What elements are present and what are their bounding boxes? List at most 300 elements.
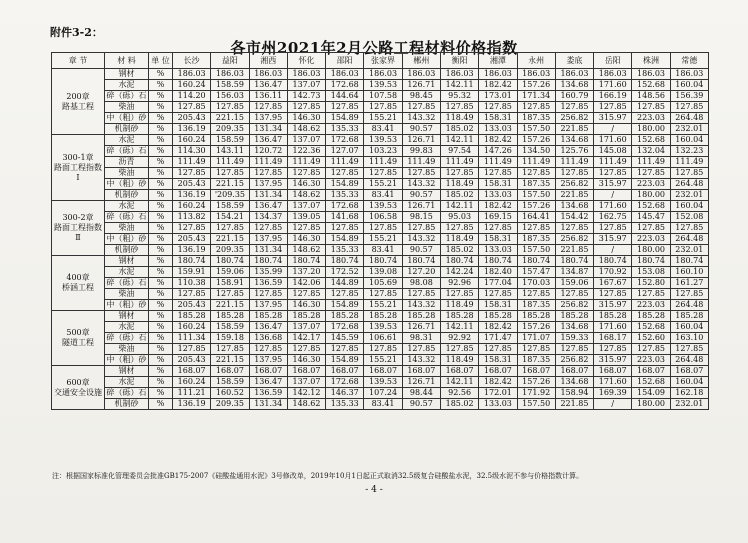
value-cell: 127.85 (211, 344, 249, 355)
table-row (52, 190, 709, 201)
value-cell: 187.35 (517, 179, 555, 190)
value-cell: 186.03 (670, 69, 708, 80)
value-cell: 160.24 (173, 377, 211, 388)
table-row (52, 278, 709, 289)
table-row (52, 344, 709, 355)
value-cell: 186.03 (440, 69, 478, 80)
table-row (52, 135, 709, 146)
value-cell: 171.34 (517, 91, 555, 102)
table-row (52, 91, 709, 102)
value-cell: 127.07 (326, 146, 364, 157)
value-cell: 83.41 (364, 190, 402, 201)
material-cell: 水泥 (105, 267, 149, 278)
value-cell: 148.62 (287, 399, 325, 410)
value-cell: 172.68 (326, 377, 364, 388)
value-cell: 98.15 (402, 212, 440, 223)
value-cell: 182.42 (479, 201, 517, 212)
value-cell: 154.89 (326, 355, 364, 366)
value-cell: 146.30 (287, 234, 325, 245)
value-cell: 182.40 (479, 267, 517, 278)
value-cell: 127.85 (555, 289, 593, 300)
attachment-label: 附件3-2： (50, 26, 103, 39)
material-cell: 柴油 (105, 168, 149, 179)
value-cell: 139.53 (364, 135, 402, 146)
value-cell: 139.05 (287, 212, 325, 223)
table-row (52, 322, 709, 333)
value-cell: 186.03 (517, 69, 555, 80)
value-cell: 166.19 (594, 91, 632, 102)
column-header: 长沙 (173, 53, 211, 69)
value-cell: 185.02 (440, 399, 478, 410)
value-cell: 158.31 (479, 355, 517, 366)
material-cell: 机制砂 (105, 399, 149, 410)
value-cell: 185.02 (440, 190, 478, 201)
value-cell: 180.00 (632, 245, 670, 256)
material-cell: 中（粗）砂 (106, 179, 147, 188)
value-cell: 168.07 (479, 366, 517, 377)
value-cell: 186.03 (287, 69, 325, 80)
value-cell: 99.83 (402, 146, 440, 157)
value-cell: 90.57 (402, 245, 440, 256)
value-cell: 170.92 (594, 267, 632, 278)
value-cell: 205.43 (173, 234, 211, 245)
value-cell: 221.15 (211, 113, 249, 124)
value-cell: 126.71 (402, 80, 440, 91)
unit-cell: % (149, 399, 173, 410)
unit-cell: % (149, 190, 173, 201)
value-cell: 256.82 (555, 113, 593, 124)
value-cell: 127.85 (211, 168, 249, 179)
unit-cell: % (149, 388, 173, 399)
value-cell: 114.20 (173, 91, 211, 102)
value-cell: 168.07 (364, 366, 402, 377)
value-cell: 134.68 (555, 322, 593, 333)
value-cell: 157.26 (517, 322, 555, 333)
value-cell: 139.08 (364, 267, 402, 278)
value-cell: 205.43 (173, 179, 211, 190)
unit-cell: % (149, 256, 173, 267)
value-cell: 180.74 (249, 256, 287, 267)
material-cell: 中（粗）砂 (106, 234, 147, 243)
table-row (52, 388, 709, 399)
value-cell: 127.85 (364, 289, 402, 300)
value-cell: 127.85 (402, 289, 440, 300)
table-row (52, 300, 709, 311)
value-cell: 172.52 (326, 267, 364, 278)
value-cell: 111.49 (632, 157, 670, 168)
material-cell: 柴油 (105, 344, 149, 355)
value-cell: 142.12 (287, 388, 325, 399)
value-cell: 111.49 (326, 157, 364, 168)
value-cell: 111.34 (173, 333, 211, 344)
value-cell: 182.42 (479, 377, 517, 388)
value-cell: 264.48 (670, 300, 708, 311)
value-cell: 159.91 (173, 267, 211, 278)
value-cell: 127.85 (594, 102, 632, 113)
value-cell: 98.08 (402, 278, 440, 289)
value-cell: 134.68 (555, 80, 593, 91)
value-cell: 185.28 (402, 311, 440, 322)
value-cell: 172.68 (326, 80, 364, 91)
value-cell: 132.04 (632, 146, 670, 157)
value-cell: 168.07 (211, 366, 249, 377)
value-cell: 155.21 (364, 113, 402, 124)
column-header: 益阳 (211, 53, 249, 69)
value-cell: 168.07 (249, 366, 287, 377)
value-cell: 92.92 (440, 333, 478, 344)
value-cell: 127.85 (287, 223, 325, 234)
value-cell: 127.85 (211, 289, 249, 300)
value-cell: 127.85 (555, 344, 593, 355)
value-cell: 127.85 (555, 168, 593, 179)
value-cell: 127.85 (287, 289, 325, 300)
value-cell: 170.03 (517, 278, 555, 289)
value-cell: 168.07 (173, 366, 211, 377)
value-cell: 137.20 (287, 267, 325, 278)
value-cell: 180.74 (211, 256, 249, 267)
column-header: 单 位 (149, 53, 173, 69)
column-header: 衡阳 (440, 53, 478, 69)
value-cell: 156.39 (670, 91, 708, 102)
value-cell: 256.82 (555, 355, 593, 366)
value-cell: 185.28 (594, 311, 632, 322)
value-cell: 98.44 (402, 388, 440, 399)
value-cell: 127.85 (326, 223, 364, 234)
value-cell: 159.18 (211, 333, 249, 344)
unit-cell: % (149, 355, 173, 366)
value-cell: 180.74 (326, 256, 364, 267)
value-cell: 148.62 (287, 245, 325, 256)
value-cell: 154.21 (211, 212, 249, 223)
value-cell: 127.85 (517, 168, 555, 179)
value-cell: 118.49 (440, 355, 478, 366)
value-cell: 186.03 (173, 69, 211, 80)
value-cell: 185.28 (479, 311, 517, 322)
value-cell: 110.38 (173, 278, 211, 289)
value-cell: 158.59 (211, 135, 249, 146)
value-cell: 127.85 (440, 102, 478, 113)
value-cell: 221.15 (211, 179, 249, 190)
value-cell: 158.91 (211, 278, 249, 289)
unit-cell: % (149, 168, 173, 179)
value-cell: 127.85 (287, 168, 325, 179)
value-cell: 264.48 (670, 234, 708, 245)
value-cell: 127.85 (479, 223, 517, 234)
value-cell: 315.97 (594, 300, 632, 311)
value-cell: 158.59 (211, 322, 249, 333)
value-cell: 142.11 (440, 377, 478, 388)
value-cell: 134.87 (555, 267, 593, 278)
value-cell: 118.49 (440, 300, 478, 311)
value-cell: 137.07 (287, 377, 325, 388)
column-header: 张家界 (364, 53, 402, 69)
column-header: 湘潭 (479, 53, 517, 69)
value-cell: 145.47 (632, 212, 670, 223)
value-cell: 187.35 (517, 234, 555, 245)
value-cell: 158.31 (479, 113, 517, 124)
value-cell: 144.89 (326, 278, 364, 289)
value-cell: 180.74 (440, 256, 478, 267)
value-cell: 223.03 (632, 300, 670, 311)
table-row (52, 146, 709, 157)
value-cell: 141.68 (326, 212, 364, 223)
material-cell: 碎（砾）石 (106, 91, 147, 100)
unit-cell: % (149, 113, 173, 124)
value-cell: 142.11 (440, 80, 478, 91)
value-cell: 158.31 (479, 234, 517, 245)
material-cell: 碎（砾）石 (106, 212, 147, 221)
value-cell: 155.21 (364, 300, 402, 311)
value-cell: 137.95 (249, 179, 287, 190)
unit-cell: % (149, 267, 173, 278)
table-row (52, 289, 709, 300)
value-cell: 127.85 (555, 223, 593, 234)
column-header: 怀化 (287, 53, 325, 69)
value-cell: 111.49 (173, 157, 211, 168)
table-header-row (52, 53, 709, 69)
value-cell: 120.72 (249, 146, 287, 157)
value-cell: 146.30 (287, 179, 325, 190)
value-cell: 186.03 (402, 69, 440, 80)
value-cell: 157.50 (517, 190, 555, 201)
value-cell: 185.28 (326, 311, 364, 322)
value-cell: 157.47 (517, 267, 555, 278)
value-cell: 264.48 (670, 179, 708, 190)
chapter-cell: 600章 交通安全设施 (52, 366, 105, 410)
chapter-cell: 200章 路基工程 (52, 69, 105, 135)
table-row (52, 102, 709, 113)
value-cell: 142.11 (440, 135, 478, 146)
value-cell: 158.31 (479, 300, 517, 311)
value-cell: 221.85 (555, 399, 593, 410)
value-cell: 143.32 (402, 355, 440, 366)
value-cell: 127.85 (517, 289, 555, 300)
value-cell: 136.19 (173, 245, 211, 256)
value-cell: 168.07 (402, 366, 440, 377)
material-cell: 机制砂 (105, 190, 149, 201)
value-cell: 127.85 (364, 223, 402, 234)
column-header: 邵阳 (326, 53, 364, 69)
page-number: - 4 - (365, 485, 383, 495)
value-cell: / (594, 399, 632, 410)
value-cell: 90.57 (402, 124, 440, 135)
value-cell: 134.37 (249, 212, 287, 223)
value-cell: 185.28 (249, 311, 287, 322)
value-cell: 180.74 (555, 256, 593, 267)
value-cell: 169.39 (594, 388, 632, 399)
value-cell: 111.49 (555, 157, 593, 168)
material-cell: 中（粗）砂 (106, 355, 147, 364)
value-cell: 135.33 (326, 245, 364, 256)
value-cell: 168.07 (594, 366, 632, 377)
value-cell: 107.24 (364, 388, 402, 399)
unit-cell: % (149, 102, 173, 113)
value-cell: 148.62 (287, 190, 325, 201)
value-cell: 160.04 (670, 80, 708, 91)
value-cell: 180.74 (173, 256, 211, 267)
material-cell: 钢材 (105, 366, 149, 377)
value-cell: 152.68 (632, 377, 670, 388)
value-cell: 186.03 (632, 69, 670, 80)
column-header: 株洲 (632, 53, 670, 69)
value-cell: 186.03 (555, 69, 593, 80)
value-cell: 168.07 (440, 366, 478, 377)
value-cell: 154.89 (326, 300, 364, 311)
value-cell: 142.11 (440, 201, 478, 212)
value-cell: 172.68 (326, 135, 364, 146)
value-cell: 90.57 (402, 399, 440, 410)
table-row (52, 355, 709, 366)
value-cell: 111.49 (517, 157, 555, 168)
value-cell: 168.07 (555, 366, 593, 377)
value-cell: 155.21 (364, 355, 402, 366)
value-cell: 98.45 (402, 91, 440, 102)
value-cell: 127.85 (594, 223, 632, 234)
value-cell: 135.33 (326, 399, 364, 410)
table-row (52, 179, 709, 190)
table-row (52, 256, 709, 267)
value-cell: 164.41 (517, 212, 555, 223)
value-cell: 127.85 (173, 223, 211, 234)
value-cell: 111.49 (479, 157, 517, 168)
value-cell: 209.35 (211, 124, 249, 135)
value-cell: 160.10 (670, 267, 708, 278)
column-header: 郴州 (402, 53, 440, 69)
material-cell: 沥青 (105, 157, 149, 168)
value-cell: 118.49 (440, 113, 478, 124)
value-cell: 143.32 (402, 300, 440, 311)
value-cell: 139.53 (364, 201, 402, 212)
material-cell: 柴油 (105, 289, 149, 300)
value-cell: 126.71 (402, 322, 440, 333)
value-cell: 180.74 (479, 256, 517, 267)
value-cell: 168.07 (632, 366, 670, 377)
value-cell: 205.43 (173, 113, 211, 124)
value-cell: 168.07 (670, 366, 708, 377)
material-cell: 柴油 (105, 223, 149, 234)
unit-cell: % (149, 91, 173, 102)
value-cell: 180.74 (632, 256, 670, 267)
value-cell: 221.15 (211, 355, 249, 366)
value-cell: 187.35 (517, 355, 555, 366)
value-cell: 154.89 (326, 234, 364, 245)
value-cell: 182.42 (479, 135, 517, 146)
value-cell: / (594, 124, 632, 135)
unit-cell: % (149, 179, 173, 190)
value-cell: 127.85 (670, 344, 708, 355)
value-cell: 127.85 (440, 168, 478, 179)
value-cell: 223.03 (632, 234, 670, 245)
value-cell: 143.11 (211, 146, 249, 157)
value-cell: 185.28 (211, 311, 249, 322)
value-cell: 256.82 (555, 179, 593, 190)
value-cell: 127.85 (594, 168, 632, 179)
value-cell: 95.03 (440, 212, 478, 223)
value-cell: 133.03 (479, 399, 517, 410)
value-cell: 134.68 (555, 377, 593, 388)
value-cell: 182.42 (479, 322, 517, 333)
value-cell: 158.31 (479, 179, 517, 190)
value-cell: 145.08 (594, 146, 632, 157)
material-cell: 碎（砾）石 (106, 388, 147, 397)
value-cell: / (594, 245, 632, 256)
value-cell: 133.03 (479, 124, 517, 135)
value-cell: 106.61 (364, 333, 402, 344)
value-cell: 127.85 (517, 344, 555, 355)
value-cell: 152.08 (670, 212, 708, 223)
chapter-cell: 500章 隧道工程 (52, 311, 105, 366)
value-cell: 92.96 (440, 278, 478, 289)
value-cell: 137.95 (249, 300, 287, 311)
value-cell: 135.33 (326, 190, 364, 201)
table-row (52, 212, 709, 223)
value-cell: 136.19 (173, 399, 211, 410)
value-cell: 169.15 (479, 212, 517, 223)
value-cell: 127.85 (326, 344, 364, 355)
value-cell: 136.47 (249, 80, 287, 91)
value-cell: 168.07 (326, 366, 364, 377)
value-cell: 221.85 (555, 124, 593, 135)
value-cell: 152.68 (632, 322, 670, 333)
value-cell: 111.49 (287, 157, 325, 168)
value-cell: 133.03 (479, 190, 517, 201)
value-cell: 114.30 (173, 146, 211, 157)
value-cell: 160.04 (670, 377, 708, 388)
value-cell: 98.31 (402, 333, 440, 344)
value-cell: 126.71 (402, 201, 440, 212)
value-cell: 185.28 (517, 311, 555, 322)
value-cell: 111.49 (594, 157, 632, 168)
value-cell: 127.85 (326, 289, 364, 300)
value-cell: 185.28 (440, 311, 478, 322)
value-cell: 154.09 (632, 388, 670, 399)
value-cell: 105.69 (364, 278, 402, 289)
value-cell: 136.47 (249, 322, 287, 333)
value-cell: 232.01 (670, 124, 708, 135)
value-cell: 137.07 (287, 80, 325, 91)
value-cell: 173.01 (479, 91, 517, 102)
value-cell: 134.68 (555, 135, 593, 146)
value-cell: 209.35 (211, 399, 249, 410)
value-cell: 171.60 (594, 135, 632, 146)
value-cell: 127.85 (440, 344, 478, 355)
value-cell: 180.74 (402, 256, 440, 267)
value-cell: 126.71 (402, 377, 440, 388)
table-row (52, 80, 709, 91)
value-cell: 160.24 (173, 135, 211, 146)
value-cell: 127.85 (249, 223, 287, 234)
value-cell: 157.26 (517, 80, 555, 91)
value-cell: 111.49 (670, 157, 708, 168)
value-cell: 143.32 (402, 179, 440, 190)
column-header: 岳阳 (594, 53, 632, 69)
value-cell: 171.47 (479, 333, 517, 344)
value-cell: 127.85 (479, 344, 517, 355)
value-cell: 111.49 (249, 157, 287, 168)
value-cell: 186.03 (479, 69, 517, 80)
value-cell: 155.21 (364, 234, 402, 245)
value-cell: 103.23 (364, 146, 402, 157)
value-cell: 113.82 (173, 212, 211, 223)
table-row (52, 377, 709, 388)
value-cell: 186.03 (211, 69, 249, 80)
table-row (52, 267, 709, 278)
value-cell: 127.85 (670, 223, 708, 234)
material-cell: 中（粗）砂 (106, 300, 147, 309)
value-cell: 157.26 (517, 135, 555, 146)
value-cell: 126.71 (402, 135, 440, 146)
value-cell: 159.06 (211, 267, 249, 278)
